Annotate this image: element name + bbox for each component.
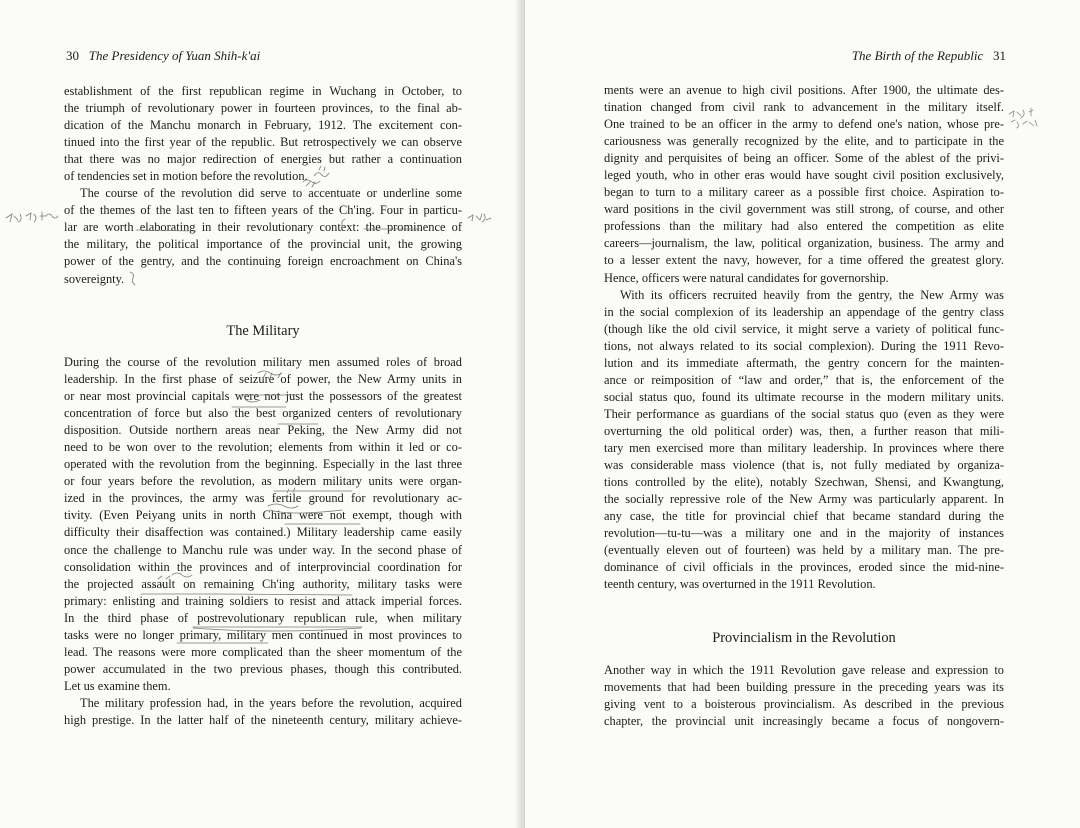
text-line: leadership. In the first phase of seizure of power, the New Army units in bbox=[64, 372, 462, 387]
right-running-title: The Birth of the Republic bbox=[851, 48, 984, 63]
text-line: The military profession had, in the years before the revolution, acquired bbox=[80, 695, 462, 710]
text-line: once the challenge to Manchu rule was under way. In the second phase of bbox=[64, 542, 462, 557]
text-line: One trained to be an officer in the army to defend one's nation, whose pre- bbox=[604, 117, 1004, 132]
left-running-head bbox=[66, 48, 260, 64]
left-intro-text bbox=[64, 83, 462, 288]
text-line: difficulty their disaffection was contained.) Military leadership came easily bbox=[64, 525, 462, 540]
text-line: was considerable mass violence (that is, not fully mediated by organiza- bbox=[604, 458, 1004, 473]
text-line: tination changed from civil rank to advancement in the military itself. bbox=[604, 100, 1004, 115]
text-line: social status quo, found its ultimate recourse in the modern military units. bbox=[604, 389, 1004, 404]
text-line: the projected assault on remaining Ch'ing authority, military tasks were bbox=[64, 576, 462, 591]
text-line: Hence, officers were natural candidates for governorship. bbox=[604, 270, 889, 285]
text-line: tinued into the first year of the republic. But retrospectively we can observe bbox=[64, 135, 462, 150]
text-line: careers—journalism, the law, political organization, business. The army and bbox=[604, 236, 1004, 251]
text-line: ments were an avenue to high civil positions. After 1900, the ultimate des- bbox=[604, 83, 1004, 97]
text-line: With its officers recruited heavily from the gentry, the New Army was bbox=[620, 287, 1004, 302]
text-line: lar are worth elaborating in their revolutionary context: the prominence of bbox=[64, 220, 462, 235]
text-line: revolution—tu-tu—was a military one and in the majority of instances bbox=[604, 526, 1004, 541]
text-line: tions, not always related to its social complexion). During the 1911 Revo- bbox=[604, 338, 1004, 353]
text-line: high prestige. In the latter half of the nineteenth century, military achieve- bbox=[64, 712, 462, 727]
text-line: movements that had been building pressure in the preceding years was its bbox=[604, 680, 1004, 695]
text-line: Let us examine them. bbox=[64, 678, 171, 693]
text-line: tions controlled by the elite), notably Szechwan, Shensi, and Kwangtung, bbox=[604, 475, 1004, 490]
text-line: disposition. Outside northern areas near Peking, the New Army did not bbox=[64, 423, 462, 438]
text-line: overturning the old political order) was, then, a further reason that mili- bbox=[604, 423, 1004, 438]
text-line: (eventually eleven out of fourteen) was held by a military man. The pre- bbox=[604, 543, 1004, 558]
text-line: the socially repressive role of the New Army was particularly apparent. In bbox=[604, 492, 1004, 507]
text-line: (though like the old civil service, it might serve a variety of political func- bbox=[604, 321, 1004, 336]
right-provincial-text bbox=[604, 662, 1004, 730]
text-line: teenth century, was overturned in the 1911 Revolution. bbox=[604, 577, 876, 592]
text-line: During the course of the revolution military men assumed roles of broad bbox=[64, 355, 462, 369]
text-line: sovereignty. bbox=[64, 271, 125, 286]
text-line: tivity. (Even Peiyang units in north China were not exempt, though with bbox=[64, 508, 462, 523]
text-line: the military, the political importance of the provincial unit, the growing bbox=[64, 237, 462, 252]
left-military-text bbox=[64, 354, 462, 729]
text-line: dominance of civil officials in the provinces, eroded since the mid-nine- bbox=[604, 560, 1004, 575]
text-line: professions than the military had also entered the competition as elite bbox=[604, 219, 1004, 234]
left-page bbox=[0, 0, 525, 828]
text-line: began to turn to a military career as a possible first choice. Aspiration to- bbox=[604, 185, 1004, 200]
text-line: operated with the revolution from the beginning. Especially in the last three bbox=[64, 457, 462, 472]
text-line: dignity and perquisites of being an officer. Some of the ablest of the privi- bbox=[604, 151, 1004, 166]
right-running-head bbox=[852, 48, 1006, 64]
right-top-text bbox=[604, 82, 1004, 593]
text-line: of tendencies set in motion before the revolution. bbox=[64, 169, 308, 184]
text-line: ward positions in the civil government was still strong, of course, and other bbox=[604, 202, 1004, 217]
text-line: ized in the provinces, the army was fertile ground for revolutionary ac- bbox=[64, 491, 462, 506]
text-line: The course of the revolution did serve to accentuate or underline some bbox=[80, 186, 462, 201]
text-line: ance or reimposition of “law and order,” that is, the enforcement of the bbox=[604, 372, 1004, 387]
text-line: power accumulated in the two previous phases, though this contributed. bbox=[64, 661, 462, 676]
text-line: or near most provincial capitals were not just the possessors of the greatest bbox=[64, 389, 462, 404]
text-line: lution and its immediate aftermath, the gentry concern for the mainten- bbox=[604, 355, 1004, 370]
text-line: primary: enlisting and training soldiers to resist and attack imperial forces. bbox=[64, 593, 462, 608]
section-heading-military: The Military bbox=[226, 323, 300, 339]
text-line: any case, the title for provincial chief that became standard during the bbox=[604, 509, 1004, 524]
text-line: consolidation within the provinces and of interprovincial coordination for bbox=[64, 559, 462, 574]
text-line: In the third phase of postrevolutionary republican rule, when military bbox=[64, 610, 462, 625]
right-page-number: 31 bbox=[993, 48, 1006, 63]
text-line: chapter, the provincial unit increasingly became a focus of nongovern- bbox=[604, 714, 1004, 729]
text-line: tary men exercised more than military leadership. In provinces where there bbox=[604, 440, 1004, 455]
text-line: concentration of force but also the best organized centers of revolutionary bbox=[64, 406, 462, 421]
text-line: the triumph of revolutionary power in fourteen provinces, to the final ab- bbox=[64, 101, 462, 116]
text-line: or four years before the revolution, as modern military units were organ- bbox=[64, 474, 462, 489]
text-line: giving vent to a boisterous provincialism. As described in the previous bbox=[604, 697, 1004, 712]
text-line: to a lesser extent the navy, however, for a time offered the greatest glory. bbox=[604, 253, 1004, 268]
text-line: Their performance as guardians of the social status quo (even as they were bbox=[604, 406, 1004, 421]
left-running-title: The Presidency of Yuan Shih-k'ai bbox=[88, 48, 261, 63]
text-line: dication of the Manchu monarch in February, 1912. The excitement con- bbox=[64, 118, 462, 133]
text-line: of the themes of the last ten to fifteen years of the Ch'ing. Four in particu- bbox=[64, 203, 462, 218]
text-line: need to be won over to the revolution; elements from within it led or co- bbox=[64, 440, 462, 455]
text-line: that there was no major redirection of energies but rather a continuation bbox=[64, 152, 462, 167]
text-line: in the social complexion of its leadership an appendage of the gentry class bbox=[604, 304, 1004, 319]
text-line: lead. The reasons were more complicated than the sheer momentum of the bbox=[64, 644, 462, 659]
text-line: power of the gentry, and the continuing foreign encroachment on China's bbox=[64, 254, 462, 269]
text-line: Another way in which the 1911 Revolution gave release and expression to bbox=[604, 663, 1004, 677]
section-heading-provincialism: Provincialism in the Revolution bbox=[712, 630, 896, 646]
left-page-number: 30 bbox=[66, 48, 79, 63]
text-line: establishment of the first republican regime in Wuchang in October, to bbox=[64, 84, 462, 98]
text-line: leged youth, who in other eras would have sought civil position exclusively, bbox=[604, 168, 1004, 183]
text-line: tasks were no longer primary, military men continued in most provinces to bbox=[64, 627, 462, 642]
text-line: cariousness was generally recognized by the elite, and to participate in the bbox=[604, 134, 1004, 149]
